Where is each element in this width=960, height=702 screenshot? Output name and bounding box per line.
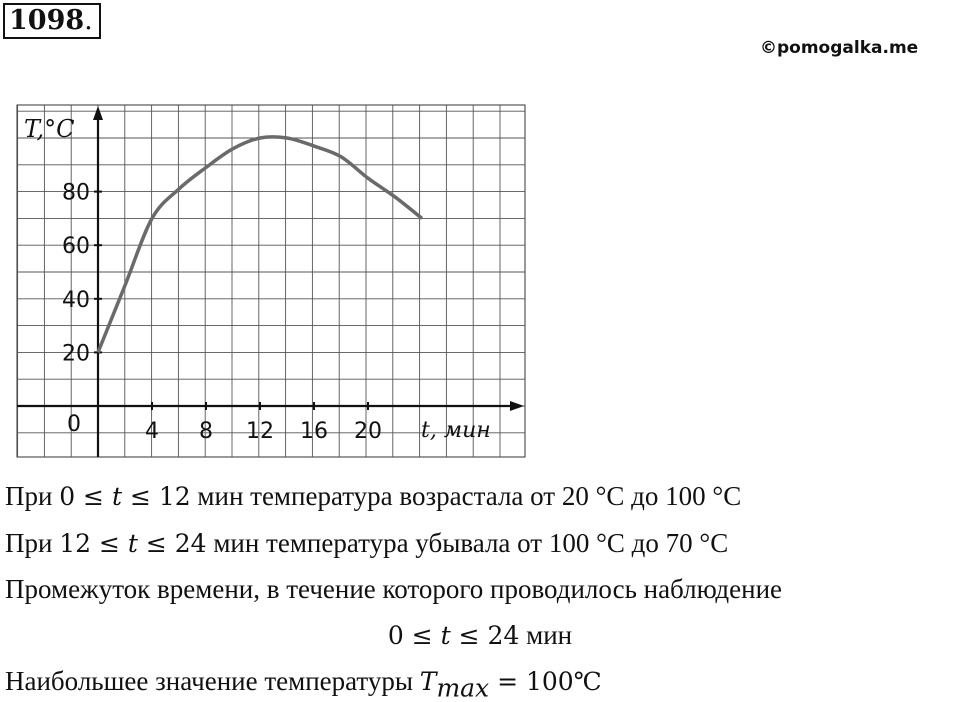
line4-math-end: ≤ 24 [450,621,520,650]
text-line-5 [5,666,602,702]
x-tick-label: 20 [354,419,382,444]
line4-math-start: 0 ≤ [387,621,441,650]
line1-rest: мин температура возрастала от 20 °С до 100 °С [190,481,742,511]
x-tick-label: 12 [246,419,274,444]
x-tick-label: 4 [145,419,159,444]
y-tick-label: 20 [62,341,90,367]
line5-math-end: = 100℃ [489,667,602,696]
line1-prefix: При [5,481,60,511]
line2-rest: мин температура убывала от 100 °С до 70 °С [206,528,729,558]
temperature-chart [10,100,530,460]
line5-math-var: T [419,667,437,696]
line2-math-start: 12 ≤ [59,529,128,558]
x-axis-label: t, мин [421,418,491,443]
y-tick-label: 40 [62,287,90,313]
line4-unit: мин [519,620,573,650]
line4-math-var: t [440,621,451,650]
origin-label: 0 [67,412,81,437]
chart-frame [17,105,525,457]
problem-number-text: 1098 [9,5,85,36]
problem-number-dot: . [84,5,93,36]
line1-math-start: 0 ≤ [59,482,112,511]
x-tick-label: 8 [199,419,213,444]
line5-math-sub: max [436,673,490,702]
text-line-4 [0,620,960,651]
y-axis-label: T,°C [24,115,75,143]
text-line-3: Промежуток времени, в течение которого проводилось наблюдение [5,574,783,604]
x-tick-label: 16 [300,419,328,444]
y-tick-label: 60 [62,234,90,260]
line1-math-var: t [111,482,122,511]
line1-math-end: ≤ 12 [122,482,191,511]
line5-prefix: Наибольшее значение температуры [5,666,420,696]
problem-number [3,3,101,39]
line2-math-var: t [127,529,138,558]
line2-prefix: При [5,528,60,558]
watermark: ©pomogalka.me [760,38,919,58]
line2-math-end: ≤ 24 [137,529,207,558]
y-tick-label: 80 [62,180,90,206]
text-line-1 [5,481,741,512]
text-line-2 [5,528,728,559]
